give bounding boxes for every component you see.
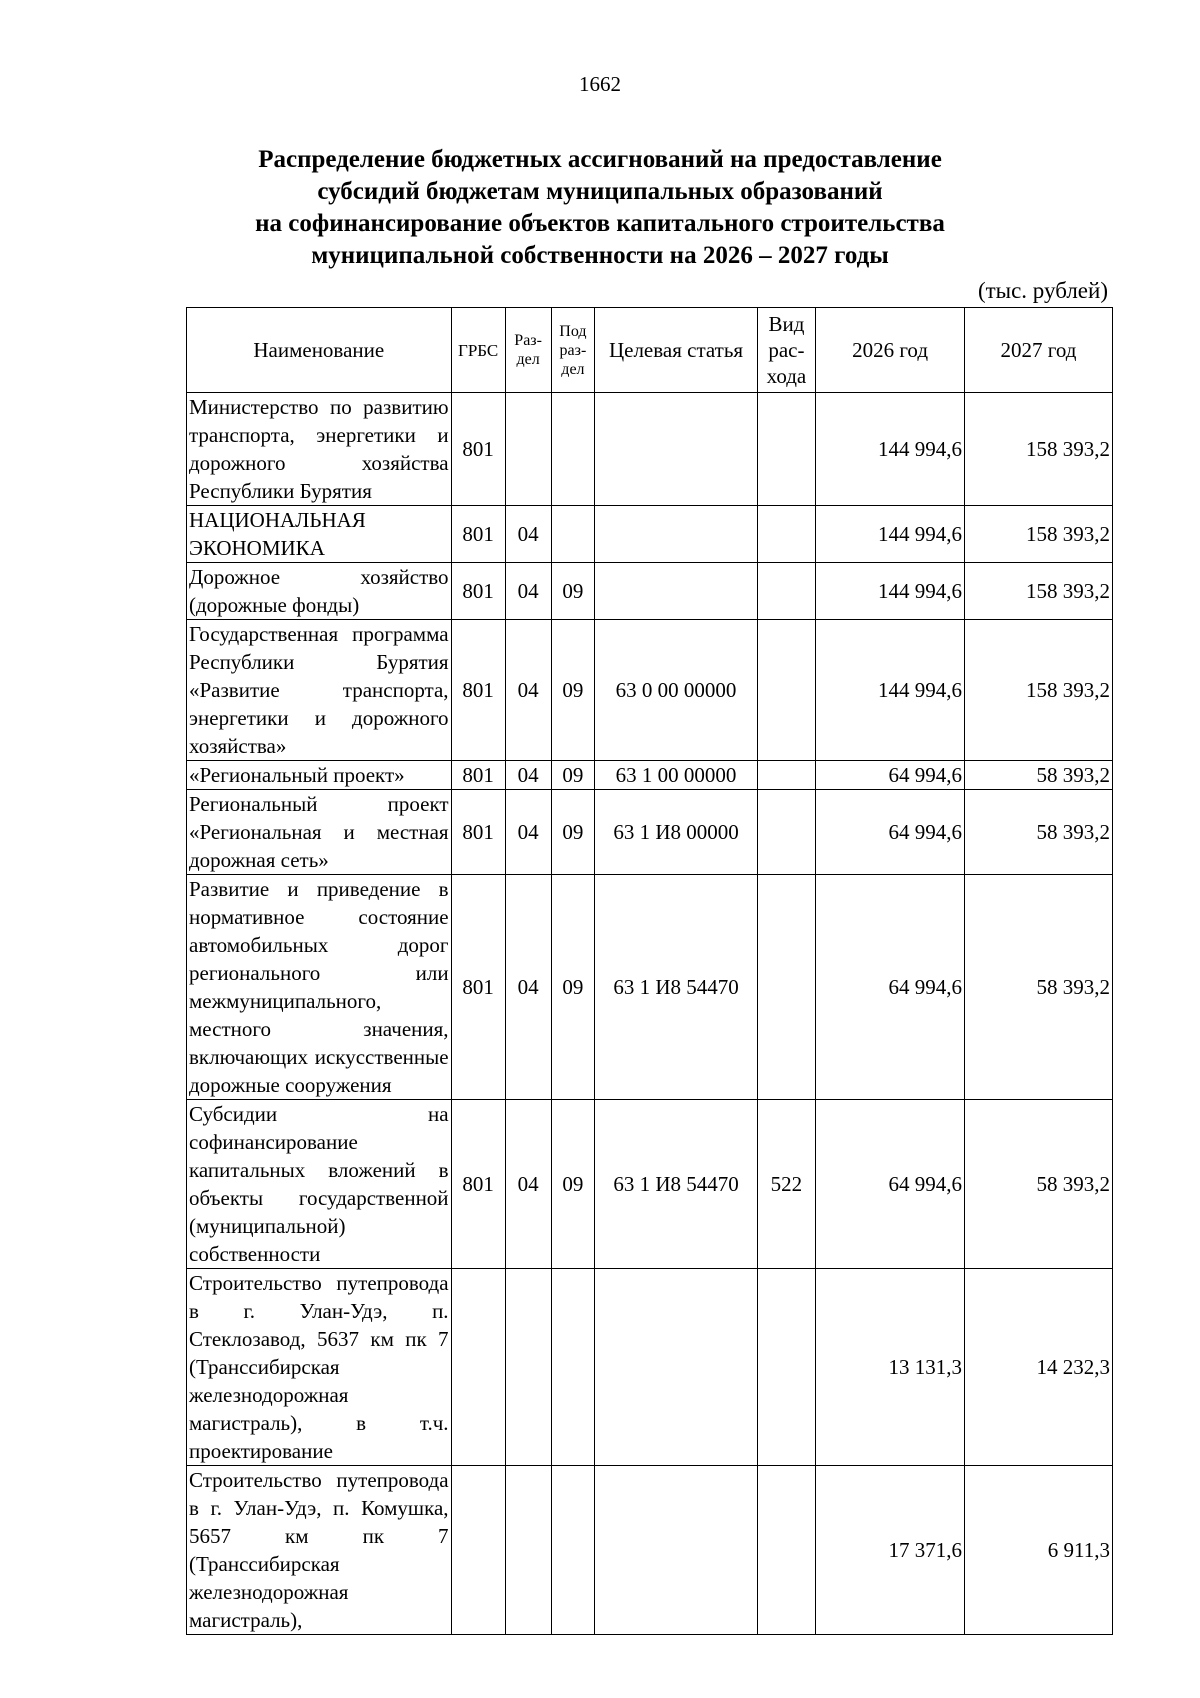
cell-2027: 158 393,2	[965, 620, 1113, 761]
cell-2026: 13 131,3	[816, 1269, 965, 1466]
cell-podrazdel	[551, 506, 595, 563]
table-row	[187, 1100, 1113, 1269]
cell-2027: 158 393,2	[965, 393, 1113, 506]
cell-name: Министерство по развитию транспорта, энергетики и дорожного хозяйства Республики Бурятия	[187, 393, 452, 506]
title-line: Распределение бюджетных ассигнований на предоставление	[258, 146, 942, 173]
cell-name: Государственная программа Республики Бурятия «Развитие транспорта, энергетики и дорожного хозяйства»	[187, 620, 452, 761]
cell-podrazdel: 09	[551, 790, 595, 875]
cell-podrazdel	[551, 1466, 595, 1635]
cell-celevaya	[595, 563, 757, 620]
header-vid: Вид рас-хода	[757, 308, 815, 393]
cell-2027: 158 393,2	[965, 506, 1113, 563]
title-line: муниципальной собственности на 2026 – 2027 годы	[311, 242, 889, 269]
cell-vid	[757, 563, 815, 620]
cell-grbs: 801	[451, 563, 505, 620]
cell-vid	[757, 393, 815, 506]
cell-razdel: 04	[505, 790, 551, 875]
table-row	[187, 1466, 1113, 1635]
cell-vid	[757, 790, 815, 875]
cell-2026: 64 994,6	[816, 875, 965, 1100]
cell-razdel	[505, 1466, 551, 1635]
cell-2027: 58 393,2	[965, 875, 1113, 1100]
title-line: субсидий бюджетам муниципальных образований	[317, 178, 883, 205]
cell-celevaya: 63 1 И8 00000	[595, 790, 757, 875]
cell-celevaya: 63 0 00 00000	[595, 620, 757, 761]
table-body	[187, 393, 1113, 1635]
cell-name: Региональный проект «Региональная и местная дорожная сеть»	[187, 790, 452, 875]
cell-podrazdel	[551, 393, 595, 506]
cell-name: Развитие и приведение в нормативное состояние автомобильных дорог регионального или межмуниципального, местного значения, включающих искусственные дорожные сооружения	[187, 875, 452, 1100]
cell-razdel	[505, 393, 551, 506]
cell-2026: 144 994,6	[816, 563, 965, 620]
cell-name: Субсидии на софинансирование капитальных вложений в объекты государственной (муниципальной) собственности	[187, 1100, 452, 1269]
cell-celevaya: 63 1 И8 54470	[595, 1100, 757, 1269]
cell-celevaya	[595, 506, 757, 563]
cell-razdel: 04	[505, 563, 551, 620]
cell-podrazdel	[551, 1269, 595, 1466]
header-grbs: ГРБС	[451, 308, 505, 393]
cell-2026: 64 994,6	[816, 761, 965, 790]
budget-table	[186, 307, 1113, 1635]
cell-name: «Региональный проект»	[187, 761, 452, 790]
cell-grbs: 801	[451, 393, 505, 506]
cell-vid	[757, 875, 815, 1100]
cell-name: Строительство путепровода в г. Улан-Удэ, п. Комушка, 5657 км пк 7 (Транссибирская железнодорожная магистраль),	[187, 1466, 452, 1635]
cell-celevaya: 63 1 И8 54470	[595, 875, 757, 1100]
table-row	[187, 875, 1113, 1100]
table-row	[187, 761, 1113, 790]
cell-grbs	[451, 1269, 505, 1466]
cell-razdel: 04	[505, 506, 551, 563]
cell-2026: 64 994,6	[816, 1100, 965, 1269]
cell-grbs: 801	[451, 875, 505, 1100]
cell-2027: 58 393,2	[965, 1100, 1113, 1269]
table-row	[187, 790, 1113, 875]
units-label: (тыс. рублей)	[977, 278, 1108, 303]
cell-podrazdel: 09	[551, 563, 595, 620]
cell-razdel: 04	[505, 761, 551, 790]
cell-celevaya: 63 1 00 00000	[595, 761, 757, 790]
header-2027: 2027 год	[965, 308, 1113, 393]
cell-podrazdel: 09	[551, 620, 595, 761]
header-celevaya: Целевая статья	[595, 308, 757, 393]
cell-grbs: 801	[451, 790, 505, 875]
cell-grbs: 801	[451, 620, 505, 761]
table-row	[187, 393, 1113, 506]
cell-2027: 6 911,3	[965, 1466, 1113, 1635]
cell-2027: 14 232,3	[965, 1269, 1113, 1466]
cell-2026: 144 994,6	[816, 393, 965, 506]
cell-grbs: 801	[451, 1100, 505, 1269]
cell-name: НАЦИОНАЛЬНАЯ ЭКОНОМИКА	[187, 506, 452, 563]
cell-razdel: 04	[505, 620, 551, 761]
title-line: на софинансирование объектов капитального строительства	[255, 210, 945, 237]
header-podrazdel: Под раз-дел	[551, 308, 595, 393]
cell-2027: 158 393,2	[965, 563, 1113, 620]
cell-razdel: 04	[505, 875, 551, 1100]
cell-name: Строительство путепровода в г. Улан-Удэ, п. Стеклозавод, 5637 км пк 7 (Транссибирская железнодорожная магистраль), в т.ч. проектирование	[187, 1269, 452, 1466]
cell-vid	[757, 506, 815, 563]
cell-2026: 17 371,6	[816, 1466, 965, 1635]
cell-2027: 58 393,2	[965, 761, 1113, 790]
header-razdel: Раз-дел	[505, 308, 551, 393]
cell-celevaya	[595, 1466, 757, 1635]
header-2026: 2026 год	[816, 308, 965, 393]
cell-podrazdel: 09	[551, 875, 595, 1100]
table-row	[187, 563, 1113, 620]
cell-razdel: 04	[505, 1100, 551, 1269]
table-row	[187, 506, 1113, 563]
cell-vid	[757, 761, 815, 790]
cell-podrazdel: 09	[551, 761, 595, 790]
cell-2026: 144 994,6	[816, 620, 965, 761]
page-number: 1662	[579, 72, 621, 96]
cell-podrazdel: 09	[551, 1100, 595, 1269]
table-row	[187, 1269, 1113, 1466]
cell-celevaya	[595, 393, 757, 506]
cell-grbs	[451, 1466, 505, 1635]
table-row	[187, 620, 1113, 761]
cell-2026: 64 994,6	[816, 790, 965, 875]
cell-2026: 144 994,6	[816, 506, 965, 563]
cell-razdel	[505, 1269, 551, 1466]
cell-grbs: 801	[451, 506, 505, 563]
cell-vid: 522	[757, 1100, 815, 1269]
cell-2027: 58 393,2	[965, 790, 1113, 875]
cell-vid	[757, 620, 815, 761]
table-header-row	[187, 308, 1113, 393]
cell-vid	[757, 1269, 815, 1466]
cell-vid	[757, 1466, 815, 1635]
document-title	[0, 144, 1200, 272]
cell-name: Дорожное хозяйство (дорожные фонды)	[187, 563, 452, 620]
cell-celevaya	[595, 1269, 757, 1466]
cell-grbs: 801	[451, 761, 505, 790]
header-name: Наименование	[187, 308, 452, 393]
